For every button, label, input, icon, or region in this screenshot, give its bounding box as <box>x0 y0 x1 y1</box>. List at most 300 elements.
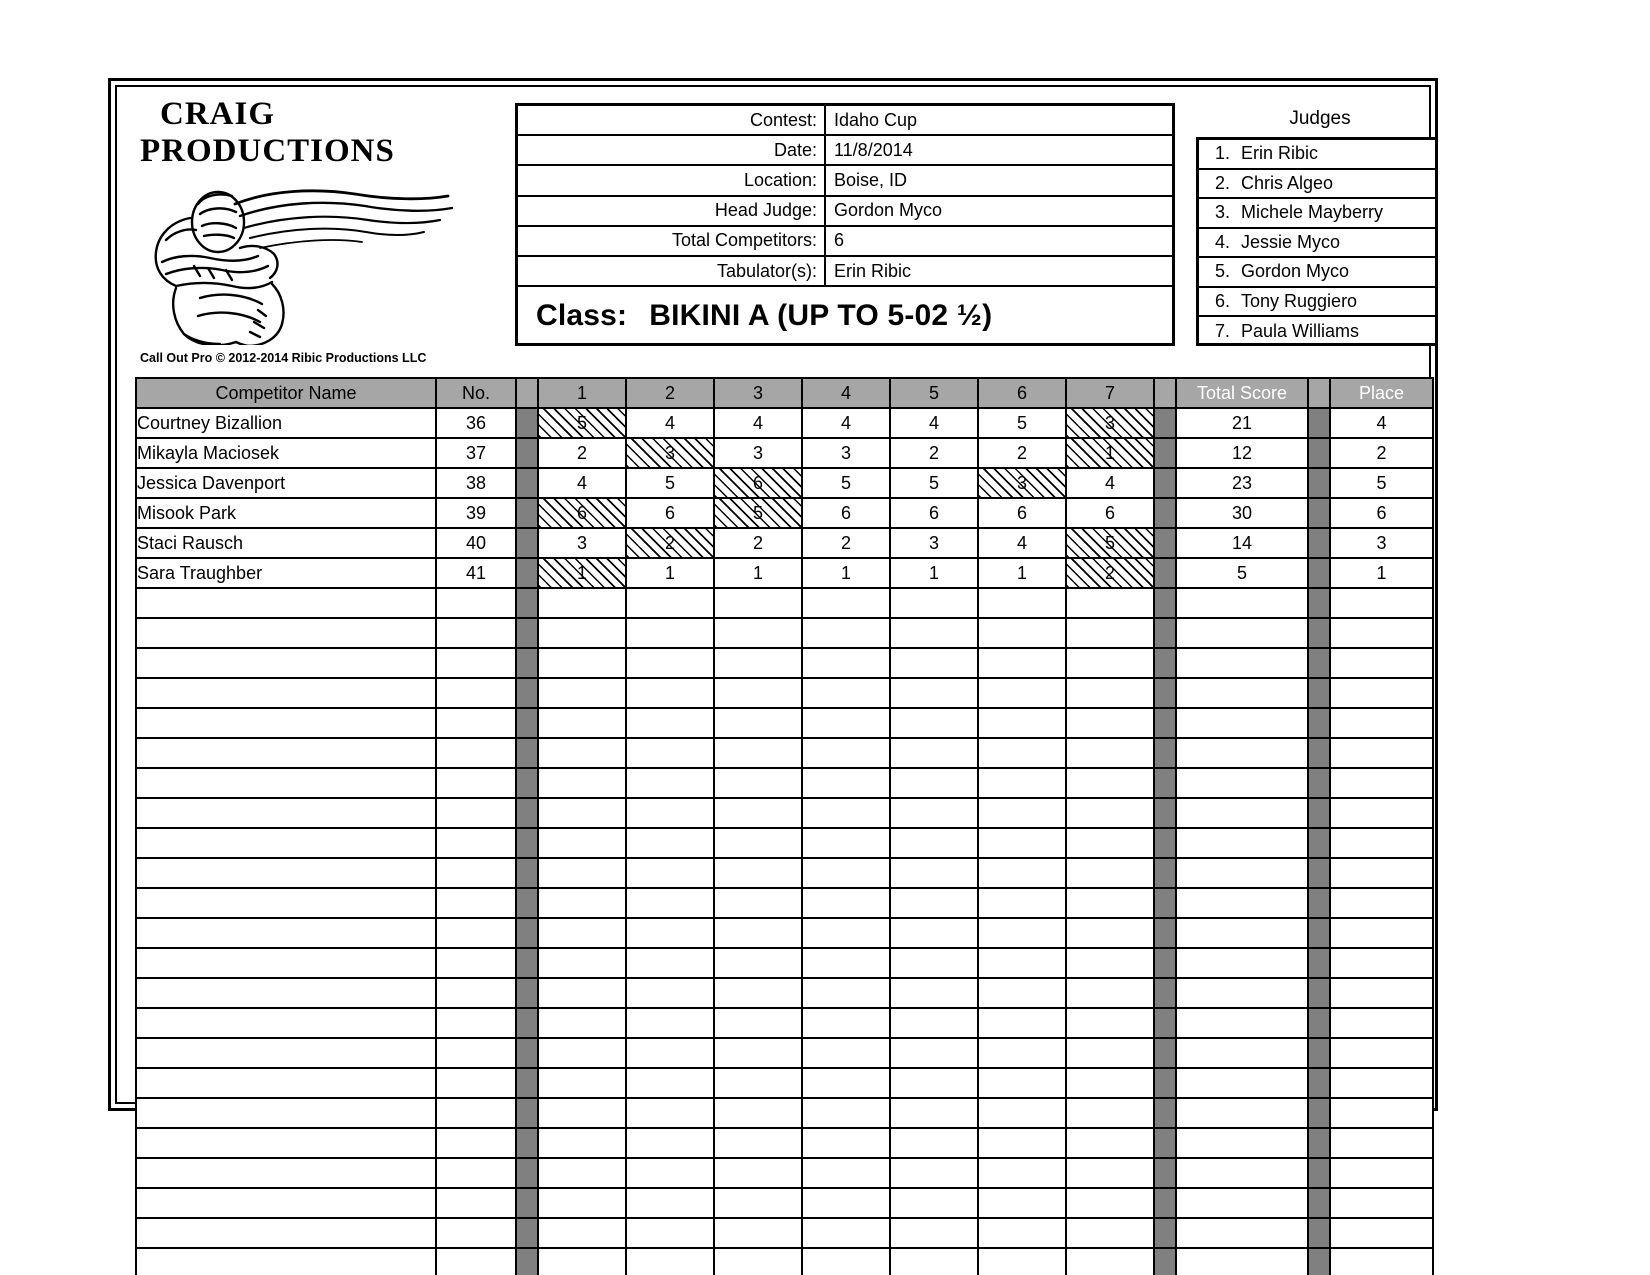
judge-item-7[interactable] <box>1199 317 1435 347</box>
score-cell-empty[interactable] <box>714 618 802 648</box>
score-cell-empty[interactable] <box>626 918 714 948</box>
score-cell-empty[interactable] <box>1066 678 1154 708</box>
score-cell-empty[interactable] <box>538 1158 626 1188</box>
score-cell-empty[interactable] <box>714 1038 802 1068</box>
competitor-name-cell-empty[interactable] <box>136 888 436 918</box>
competitor-name-cell[interactable]: Mikayla Maciosek <box>136 438 436 468</box>
score-cell-empty[interactable] <box>802 648 890 678</box>
row-spacer-left <box>516 1248 538 1275</box>
score-cell[interactable]: 1 <box>978 558 1066 588</box>
contest-info-row-date <box>518 136 1172 166</box>
score-cell-empty[interactable] <box>538 738 626 768</box>
score-cell-empty[interactable] <box>802 1008 890 1038</box>
score-cell-empty[interactable] <box>978 888 1066 918</box>
competitor-number-cell-empty[interactable] <box>436 918 516 948</box>
competitor-name-cell-empty[interactable] <box>136 708 436 738</box>
score-cell-empty[interactable] <box>802 888 890 918</box>
score-cell-empty[interactable] <box>802 978 890 1008</box>
score-cell-empty[interactable] <box>714 858 802 888</box>
dropped-score-value: 6 <box>752 472 763 493</box>
competitor-number-cell-empty[interactable] <box>436 888 516 918</box>
score-cell-empty[interactable] <box>714 888 802 918</box>
competitor-number-cell[interactable]: 37 <box>436 438 516 468</box>
score-cell-empty[interactable] <box>626 648 714 678</box>
score-cell-empty[interactable] <box>802 738 890 768</box>
score-cell-empty[interactable] <box>890 1068 978 1098</box>
judge-item-1[interactable] <box>1199 140 1435 170</box>
score-cell-empty[interactable] <box>1066 708 1154 738</box>
score-cell-empty[interactable] <box>890 1008 978 1038</box>
dropped-score-cell[interactable] <box>1066 528 1154 558</box>
competitor-name-cell-empty[interactable] <box>136 978 436 1008</box>
score-cell-empty[interactable] <box>890 1248 978 1275</box>
label-date: Date: <box>518 136 826 164</box>
score-cell-empty[interactable] <box>802 948 890 978</box>
competitor-name-cell-empty[interactable] <box>136 1068 436 1098</box>
score-cell[interactable]: 2 <box>714 528 802 558</box>
score-cell[interactable]: 4 <box>890 408 978 438</box>
competitor-name-cell-empty[interactable] <box>136 918 436 948</box>
competitor-number-cell[interactable]: 38 <box>436 468 516 498</box>
competitor-name-cell-empty[interactable] <box>136 678 436 708</box>
competitor-number-cell-empty[interactable] <box>436 948 516 978</box>
score-cell-empty[interactable] <box>714 948 802 978</box>
score-cell[interactable]: 4 <box>626 408 714 438</box>
dropped-score-cell[interactable] <box>1066 438 1154 468</box>
score-cell-empty[interactable] <box>538 588 626 618</box>
score-cell-empty[interactable] <box>538 978 626 1008</box>
score-cell-empty[interactable] <box>626 1218 714 1248</box>
competitor-number-cell-empty[interactable] <box>436 678 516 708</box>
judge-item-2[interactable] <box>1199 170 1435 200</box>
score-cell-empty[interactable] <box>890 648 978 678</box>
competitor-number-cell[interactable]: 40 <box>436 528 516 558</box>
score-cell-empty[interactable] <box>978 948 1066 978</box>
score-cell-empty[interactable] <box>714 1188 802 1218</box>
score-cell-empty[interactable] <box>978 1008 1066 1038</box>
score-cell[interactable]: 4 <box>714 408 802 438</box>
score-cell-empty[interactable] <box>890 678 978 708</box>
score-cell-empty[interactable] <box>714 1218 802 1248</box>
score-cell-empty[interactable] <box>802 1068 890 1098</box>
score-cell-empty[interactable] <box>626 1188 714 1218</box>
score-cell-empty[interactable] <box>626 738 714 768</box>
value-date[interactable]: 11/8/2014 <box>834 139 913 160</box>
score-cell-empty[interactable] <box>538 1188 626 1218</box>
score-cell-empty[interactable] <box>1066 738 1154 768</box>
competitor-name-cell[interactable]: Jessica Davenport <box>136 468 436 498</box>
competitor-name-cell-empty[interactable] <box>136 1038 436 1068</box>
score-cell-empty[interactable] <box>890 978 978 1008</box>
competitor-number-cell-empty[interactable] <box>436 858 516 888</box>
competitor-number-cell-empty[interactable] <box>436 768 516 798</box>
score-cell-empty[interactable] <box>538 708 626 738</box>
score-cell-empty[interactable] <box>1066 1188 1154 1218</box>
score-cell-empty[interactable] <box>890 618 978 648</box>
competitor-number-cell-empty[interactable] <box>436 1158 516 1188</box>
value-head-judge[interactable]: Gordon Myco <box>834 200 943 221</box>
score-cell-empty[interactable] <box>802 798 890 828</box>
score-cell[interactable]: 3 <box>890 528 978 558</box>
total-score-cell: 23 <box>1176 468 1308 498</box>
competitor-number-cell-empty[interactable] <box>436 978 516 1008</box>
dropped-score-value: 3 <box>664 442 675 463</box>
score-cell-empty[interactable] <box>802 1188 890 1218</box>
score-cell-empty[interactable] <box>978 858 1066 888</box>
score-cell[interactable]: 4 <box>978 528 1066 558</box>
judge-item-6[interactable] <box>1199 288 1435 318</box>
competitor-name-cell-empty[interactable] <box>136 1158 436 1188</box>
dropped-score-cell[interactable] <box>714 468 802 498</box>
competitor-name-cell[interactable]: Staci Rausch <box>136 528 436 558</box>
score-cell-empty[interactable] <box>714 648 802 678</box>
score-cell-empty[interactable] <box>802 678 890 708</box>
competitor-name-cell-empty[interactable] <box>136 648 436 678</box>
score-cell[interactable]: 5 <box>626 468 714 498</box>
score-cell[interactable]: 1 <box>802 558 890 588</box>
dropped-score-cell[interactable] <box>1066 558 1154 588</box>
competitor-number-cell-empty[interactable] <box>436 798 516 828</box>
score-cell-empty[interactable] <box>538 1218 626 1248</box>
score-cell-empty[interactable] <box>978 1248 1066 1275</box>
header-place: Place <box>1330 378 1433 408</box>
competitor-number-cell-empty[interactable] <box>436 1068 516 1098</box>
score-cell-empty[interactable] <box>538 1068 626 1098</box>
score-cell[interactable]: 2 <box>890 438 978 468</box>
score-cell-empty[interactable] <box>626 828 714 858</box>
score-cell-empty[interactable] <box>626 978 714 1008</box>
score-cell-empty[interactable] <box>802 1158 890 1188</box>
row-spacer-mid <box>1154 1038 1176 1068</box>
score-cell-empty[interactable] <box>714 1068 802 1098</box>
score-cell-empty[interactable] <box>538 828 626 858</box>
score-cell[interactable]: 6 <box>890 498 978 528</box>
dropped-score-cell[interactable] <box>714 498 802 528</box>
competitor-name-cell[interactable]: Misook Park <box>136 498 436 528</box>
score-cell-empty[interactable] <box>1066 978 1154 1008</box>
score-cell-empty[interactable] <box>714 1158 802 1188</box>
competitor-number-cell-empty[interactable] <box>436 708 516 738</box>
score-cell-empty[interactable] <box>626 888 714 918</box>
competitor-name-cell-empty[interactable] <box>136 1008 436 1038</box>
score-cell-empty[interactable] <box>538 798 626 828</box>
score-cell-empty[interactable] <box>714 828 802 858</box>
score-cell-empty[interactable] <box>538 1128 626 1158</box>
competitor-name-cell-empty[interactable] <box>136 1098 436 1128</box>
competitor-name-cell[interactable]: Sara Traughber <box>136 558 436 588</box>
score-cell-empty[interactable] <box>714 588 802 618</box>
competitor-number-cell[interactable]: 39 <box>436 498 516 528</box>
score-cell-empty[interactable] <box>538 888 626 918</box>
score-cell[interactable]: 4 <box>538 468 626 498</box>
score-cell-empty[interactable] <box>978 708 1066 738</box>
score-cell-empty[interactable] <box>714 678 802 708</box>
score-cell-empty[interactable] <box>802 708 890 738</box>
competitor-name-cell-empty[interactable] <box>136 798 436 828</box>
score-cell-empty[interactable] <box>978 1098 1066 1128</box>
score-cell-empty[interactable] <box>1066 648 1154 678</box>
competitor-name-cell-empty[interactable] <box>136 948 436 978</box>
score-cell-empty[interactable] <box>802 1248 890 1275</box>
row-spacer-right <box>1308 468 1330 498</box>
competitor-number-cell-empty[interactable] <box>436 1038 516 1068</box>
score-cell[interactable]: 2 <box>978 438 1066 468</box>
value-total-competitors[interactable]: 6 <box>834 230 845 251</box>
score-cell-empty[interactable] <box>802 1128 890 1158</box>
score-cell-empty[interactable] <box>890 588 978 618</box>
competitor-name-cell-empty[interactable] <box>136 858 436 888</box>
score-cell[interactable]: 6 <box>802 498 890 528</box>
score-cell-empty[interactable] <box>978 618 1066 648</box>
score-cell-empty[interactable] <box>626 768 714 798</box>
dropped-score-cell[interactable] <box>538 558 626 588</box>
score-cell-empty[interactable] <box>626 858 714 888</box>
score-cell-empty[interactable] <box>890 888 978 918</box>
competitor-name-cell-empty[interactable] <box>136 1248 436 1275</box>
score-cell-empty[interactable] <box>890 768 978 798</box>
row-spacer-left <box>516 708 538 738</box>
score-cell-empty[interactable] <box>978 828 1066 858</box>
judge-item-4[interactable] <box>1199 229 1435 259</box>
score-cell-empty[interactable] <box>714 708 802 738</box>
score-cell[interactable]: 6 <box>978 498 1066 528</box>
value-contest[interactable]: Idaho Cup <box>834 109 918 130</box>
score-cell-empty[interactable] <box>890 1128 978 1158</box>
score-cell-empty[interactable] <box>538 1098 626 1128</box>
competitor-number-cell-empty[interactable] <box>436 618 516 648</box>
score-cell-empty[interactable] <box>626 948 714 978</box>
score-cell-empty[interactable] <box>538 858 626 888</box>
value-location[interactable]: Boise, ID <box>834 169 908 190</box>
header-judge-2: 2 <box>626 378 714 408</box>
score-cell-empty[interactable] <box>1066 1038 1154 1068</box>
score-cell-empty[interactable] <box>538 768 626 798</box>
competitor-number-cell-empty[interactable] <box>436 1218 516 1248</box>
dropped-score-cell[interactable] <box>1066 408 1154 438</box>
dropped-score-cell[interactable] <box>626 438 714 468</box>
score-cell-empty[interactable] <box>1066 798 1154 828</box>
score-cell-empty[interactable] <box>802 1098 890 1128</box>
score-cell-empty[interactable] <box>626 588 714 618</box>
score-cell-empty[interactable] <box>1066 1098 1154 1128</box>
score-cell-empty[interactable] <box>802 768 890 798</box>
score-cell-empty[interactable] <box>890 828 978 858</box>
score-cell-empty[interactable] <box>978 1068 1066 1098</box>
score-cell-empty[interactable] <box>978 678 1066 708</box>
score-cell-empty[interactable] <box>890 1098 978 1128</box>
score-cell[interactable]: 4 <box>802 408 890 438</box>
score-cell[interactable]: 4 <box>1066 468 1154 498</box>
score-cell-empty[interactable] <box>1066 918 1154 948</box>
score-cell-empty[interactable] <box>978 918 1066 948</box>
score-cell-empty[interactable] <box>890 798 978 828</box>
score-cell[interactable]: 3 <box>538 528 626 558</box>
row-spacer-mid <box>1154 678 1176 708</box>
score-cell-empty[interactable] <box>802 918 890 948</box>
score-cell-empty[interactable] <box>538 1248 626 1275</box>
score-cell[interactable]: 6 <box>1066 498 1154 528</box>
score-cell-empty[interactable] <box>538 648 626 678</box>
competitor-name-cell-empty[interactable] <box>136 1188 436 1218</box>
empty-table-row <box>136 1248 1433 1275</box>
score-cell-empty[interactable] <box>626 1098 714 1128</box>
score-cell-empty[interactable] <box>890 1038 978 1068</box>
score-cell-empty[interactable] <box>538 1008 626 1038</box>
score-cell-empty[interactable] <box>626 618 714 648</box>
score-cell-empty[interactable] <box>1066 1158 1154 1188</box>
competitor-number-cell-empty[interactable] <box>436 648 516 678</box>
score-cell-empty[interactable] <box>626 678 714 708</box>
competitor-number-cell[interactable]: 36 <box>436 408 516 438</box>
score-cell-empty[interactable] <box>1066 1068 1154 1098</box>
score-cell-empty[interactable] <box>978 1128 1066 1158</box>
score-cell-empty[interactable] <box>802 1038 890 1068</box>
competitor-name-cell[interactable]: Courtney Bizallion <box>136 408 436 438</box>
empty-table-row <box>136 588 1433 618</box>
score-cell-empty[interactable] <box>978 768 1066 798</box>
score-cell-empty[interactable] <box>978 978 1066 1008</box>
judge-item-3[interactable] <box>1199 199 1435 229</box>
dropped-score-cell[interactable] <box>978 468 1066 498</box>
score-cell-empty[interactable] <box>626 708 714 738</box>
score-cell-empty[interactable] <box>1066 888 1154 918</box>
dropped-score-cell[interactable] <box>538 408 626 438</box>
judge-number-1: 1. <box>1215 143 1231 164</box>
competitor-name-cell-empty[interactable] <box>136 618 436 648</box>
row-spacer-left <box>516 438 538 468</box>
score-cell-empty[interactable] <box>802 588 890 618</box>
competitor-name-cell-empty[interactable] <box>136 768 436 798</box>
empty-table-row <box>136 1068 1433 1098</box>
competitor-number-cell-empty[interactable] <box>436 1188 516 1218</box>
competitor-number-cell-empty[interactable] <box>436 588 516 618</box>
dropped-score-cell[interactable] <box>626 528 714 558</box>
score-cell-empty[interactable] <box>978 1218 1066 1248</box>
score-cell-empty[interactable] <box>1066 1128 1154 1158</box>
judge-name-1: Erin Ribic <box>1241 143 1319 164</box>
score-cell-empty[interactable] <box>538 678 626 708</box>
score-cell-empty[interactable] <box>978 798 1066 828</box>
score-cell-empty[interactable] <box>714 1248 802 1275</box>
label-location: Location: <box>518 166 826 194</box>
competitor-name-cell-empty[interactable] <box>136 1128 436 1158</box>
score-cell-empty[interactable] <box>1066 1248 1154 1275</box>
score-cell-empty[interactable] <box>714 798 802 828</box>
score-cell-empty[interactable] <box>714 978 802 1008</box>
score-cell-empty[interactable] <box>890 948 978 978</box>
score-cell-empty[interactable] <box>714 1008 802 1038</box>
judge-name-6: Tony Ruggiero <box>1241 290 1358 311</box>
score-cell-empty[interactable] <box>890 918 978 948</box>
score-cell[interactable]: 1 <box>890 558 978 588</box>
score-cell-empty[interactable] <box>626 1008 714 1038</box>
score-cell-empty[interactable] <box>538 918 626 948</box>
competitor-number-cell-empty[interactable] <box>436 1008 516 1038</box>
score-cell-empty[interactable] <box>538 1038 626 1068</box>
score-cell-empty[interactable] <box>978 1158 1066 1188</box>
score-cell-empty[interactable] <box>626 1068 714 1098</box>
judge-item-5[interactable] <box>1199 258 1435 288</box>
competitor-number-cell-empty[interactable] <box>436 1098 516 1128</box>
score-cell-empty[interactable] <box>978 1038 1066 1068</box>
score-cell-empty[interactable] <box>538 948 626 978</box>
score-cell[interactable]: 1 <box>714 558 802 588</box>
score-cell-empty[interactable] <box>802 828 890 858</box>
score-cell-empty[interactable] <box>626 1248 714 1275</box>
empty-table-row <box>136 768 1433 798</box>
score-cell[interactable]: 3 <box>802 438 890 468</box>
score-cell-empty[interactable] <box>1066 1218 1154 1248</box>
score-cell-empty[interactable] <box>626 798 714 828</box>
place-cell-empty <box>1330 1218 1433 1248</box>
competitor-name-cell-empty[interactable] <box>136 588 436 618</box>
value-tabulators[interactable]: Erin Ribic <box>834 260 912 281</box>
score-cell-empty[interactable] <box>714 1128 802 1158</box>
score-cell[interactable]: 3 <box>714 438 802 468</box>
score-cell-empty[interactable] <box>978 648 1066 678</box>
competitor-number-cell-empty[interactable] <box>436 1128 516 1158</box>
score-cell-empty[interactable] <box>802 1218 890 1248</box>
score-cell-empty[interactable] <box>1066 828 1154 858</box>
competitor-number-cell-empty[interactable] <box>436 828 516 858</box>
competitor-name-cell-empty[interactable] <box>136 738 436 768</box>
score-cell[interactable]: 2 <box>802 528 890 558</box>
score-cell-empty[interactable] <box>890 1158 978 1188</box>
score-cell-empty[interactable] <box>538 618 626 648</box>
place-cell-empty <box>1330 1128 1433 1158</box>
row-spacer-right <box>1308 1158 1330 1188</box>
dropped-score-cell[interactable] <box>538 498 626 528</box>
score-cell[interactable]: 5 <box>890 468 978 498</box>
score-cell-empty[interactable] <box>1066 588 1154 618</box>
score-cell-empty[interactable] <box>1066 618 1154 648</box>
score-cell[interactable]: 5 <box>802 468 890 498</box>
score-cell-empty[interactable] <box>714 918 802 948</box>
score-cell-empty[interactable] <box>978 588 1066 618</box>
score-cell-empty[interactable] <box>890 858 978 888</box>
score-cell-empty[interactable] <box>890 1188 978 1218</box>
row-spacer-right <box>1308 948 1330 978</box>
score-cell-empty[interactable] <box>978 738 1066 768</box>
competitor-number-cell[interactable]: 41 <box>436 558 516 588</box>
score-cell-empty[interactable] <box>802 858 890 888</box>
score-cell-empty[interactable] <box>890 738 978 768</box>
score-cell-empty[interactable] <box>890 1218 978 1248</box>
score-cell-empty[interactable] <box>890 708 978 738</box>
score-cell[interactable]: 1 <box>626 558 714 588</box>
score-cell-empty[interactable] <box>1066 768 1154 798</box>
score-cell-empty[interactable] <box>626 1158 714 1188</box>
competitor-number-cell-empty[interactable] <box>436 738 516 768</box>
score-cell[interactable]: 5 <box>978 408 1066 438</box>
empty-table-row <box>136 798 1433 828</box>
score-cell-empty[interactable] <box>714 768 802 798</box>
competitor-number-cell-empty[interactable] <box>436 1248 516 1275</box>
score-cell-empty[interactable] <box>626 1038 714 1068</box>
score-cell-empty[interactable] <box>714 738 802 768</box>
competitor-name-cell-empty[interactable] <box>136 1218 436 1248</box>
score-cell-empty[interactable] <box>1066 1008 1154 1038</box>
score-cell[interactable]: 2 <box>538 438 626 468</box>
score-cell-empty[interactable] <box>978 1188 1066 1218</box>
score-cell-empty[interactable] <box>714 1098 802 1128</box>
score-cell-empty[interactable] <box>626 1128 714 1158</box>
score-cell-empty[interactable] <box>1066 948 1154 978</box>
score-cell[interactable]: 6 <box>626 498 714 528</box>
score-cell-empty[interactable] <box>802 618 890 648</box>
competitor-name-cell-empty[interactable] <box>136 828 436 858</box>
score-cell-empty[interactable] <box>1066 858 1154 888</box>
